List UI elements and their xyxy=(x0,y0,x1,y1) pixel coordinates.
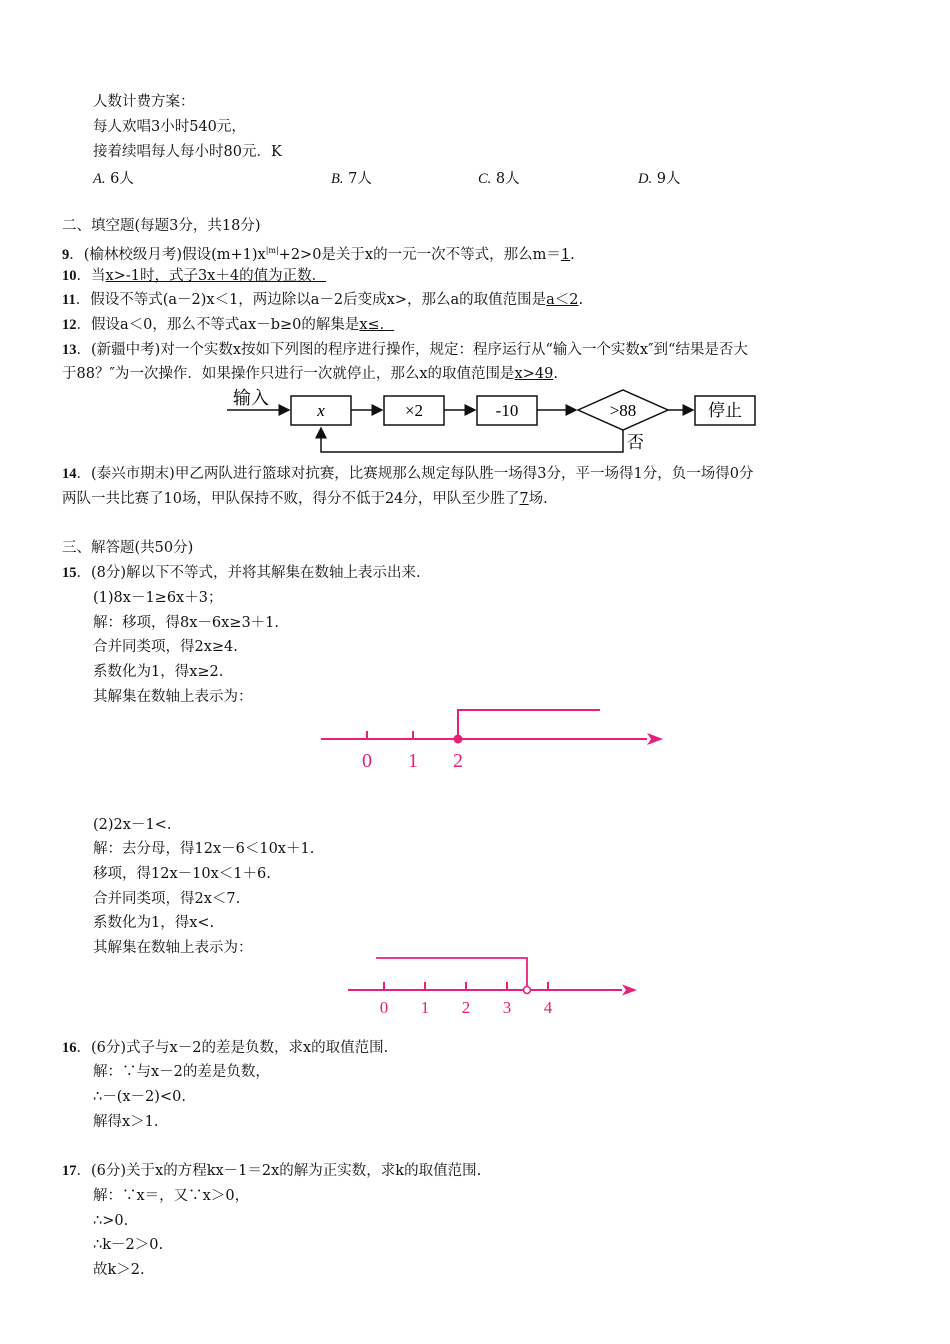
text-line: 系数化为1，得x≥2. xyxy=(93,664,224,680)
option-c: C. 8人 xyxy=(478,171,520,187)
text-line: 其解集在数轴上表示为： xyxy=(93,689,253,705)
question-13: 13．(新疆中考)对一个实数x按如下列图的程序进行操作，规定：程序运行从“输入一个实数x″到“结果是否大 xyxy=(62,342,748,358)
text-line: 人数计费方案： xyxy=(93,94,195,110)
flow-box-minus10-label: -10 xyxy=(495,401,519,420)
question-9: 9．(榆林校级月考)假设$(m+1)x^{|m|}+2>0$是关于x的一元一次不等式，那么m＝1. xyxy=(62,246,575,263)
tick-label: 0 xyxy=(379,998,389,1017)
flow-box-times2-label: ×2 xyxy=(404,401,424,420)
text-line: 移项，得12x－10x＜1＋6. xyxy=(93,866,271,882)
tick-label: 2 xyxy=(453,750,463,772)
question-11: 11．假设不等式(a－2)x＜1，两边除以a－2后变成x>，那么a的取值范围是a＜2. xyxy=(62,292,584,308)
flow-no-label: 否 xyxy=(627,433,644,452)
text-line: 接着续唱每人每小时80元．K xyxy=(93,144,282,160)
question-12: 12．假设a＜0，那么不等式ax－b≥0的解集是x≤． xyxy=(62,317,395,333)
flow-loop-arrow xyxy=(321,428,623,452)
text-line: 解得x＞1. xyxy=(93,1114,159,1130)
question-10: 10．当x>-1时，式子3x＋4的值为正数． xyxy=(62,268,327,284)
text-line: (2)2x－1<. xyxy=(93,817,172,833)
tick-label: 3 xyxy=(502,998,512,1017)
question-15: 15．(8分)解以下不等式，并将其解集在数轴上表示出来. xyxy=(62,565,421,581)
tick-label: 0 xyxy=(362,750,372,772)
open-point xyxy=(524,987,531,994)
flow-box-x-label: x xyxy=(317,401,325,420)
number-line-2 xyxy=(340,950,650,1020)
text-line: 解：∵与x－2的差是负数， xyxy=(93,1064,270,1080)
text-line: 故k＞2. xyxy=(93,1262,145,1278)
text-line: ∴>0. xyxy=(93,1213,129,1229)
text-line: ∴k－2＞0. xyxy=(93,1237,164,1253)
text-line: 其解集在数轴上表示为： xyxy=(93,940,253,956)
solution-bracket xyxy=(458,710,600,739)
question-16: 16．(6分)式子与x－2的差是负数，求x的取值范围. xyxy=(62,1040,389,1056)
flow-input-label: 输入 xyxy=(233,388,269,408)
tick-label: 1 xyxy=(420,998,430,1017)
text-line: 每人欢唱3小时540元， xyxy=(93,119,246,135)
program-flowchart xyxy=(225,384,765,456)
text-line: 解：去分母，得12x－6＜10x＋1. xyxy=(93,841,315,857)
text-line: 系数化为1，得x<. xyxy=(93,915,215,931)
question-17: 17．(6分)关于x的方程kx－1＝2x的解为正实数，求k的取值范围. xyxy=(62,1163,482,1179)
tick-label: 4 xyxy=(543,998,553,1017)
text-line: 解：∵x＝，又∵x＞0， xyxy=(93,1188,250,1204)
axis-arrow xyxy=(647,733,663,745)
flow-diamond-label: >88 xyxy=(609,401,637,420)
section-heading: 三、解答题(共50分) xyxy=(62,540,194,556)
text-line: 解：移项，得8x－6x≥3＋1. xyxy=(93,615,280,631)
solution-bracket xyxy=(376,958,527,986)
option-b: B. 7人 xyxy=(331,171,372,187)
option-a: A. 6人 xyxy=(93,171,134,187)
question-14-cont: 两队一共比赛了10场，甲队保持不败，得分不低于24分，甲队至少胜了7场. xyxy=(62,491,548,507)
option-d: D. 9人 xyxy=(638,171,681,187)
number-line-1 xyxy=(315,700,675,780)
question-13-cont: 于88？″为一次操作．如果操作只进行一次就停止，那么x的取值范围是x>49. xyxy=(62,366,558,382)
text-line: 合并同类项，得2x＜7. xyxy=(93,891,241,907)
question-14: 14．(泰兴市期末)甲乙两队进行篮球对抗赛，比赛规那么规定每队胜一场得3分，平一场得1分，负一场得0分 xyxy=(62,466,754,482)
flow-stop-label: 停止 xyxy=(708,401,742,420)
tick-label: 2 xyxy=(461,998,471,1017)
text-line: (1)8x－1≥6x＋3； xyxy=(93,590,223,606)
text-line: ∴－(x－2)<0. xyxy=(93,1089,186,1105)
tick-label: 1 xyxy=(408,750,418,772)
axis-arrow xyxy=(622,985,637,996)
text-line: 合并同类项，得2x≥4. xyxy=(93,639,238,655)
section-heading: 二、填空题(每题3分，共18分) xyxy=(62,218,261,234)
